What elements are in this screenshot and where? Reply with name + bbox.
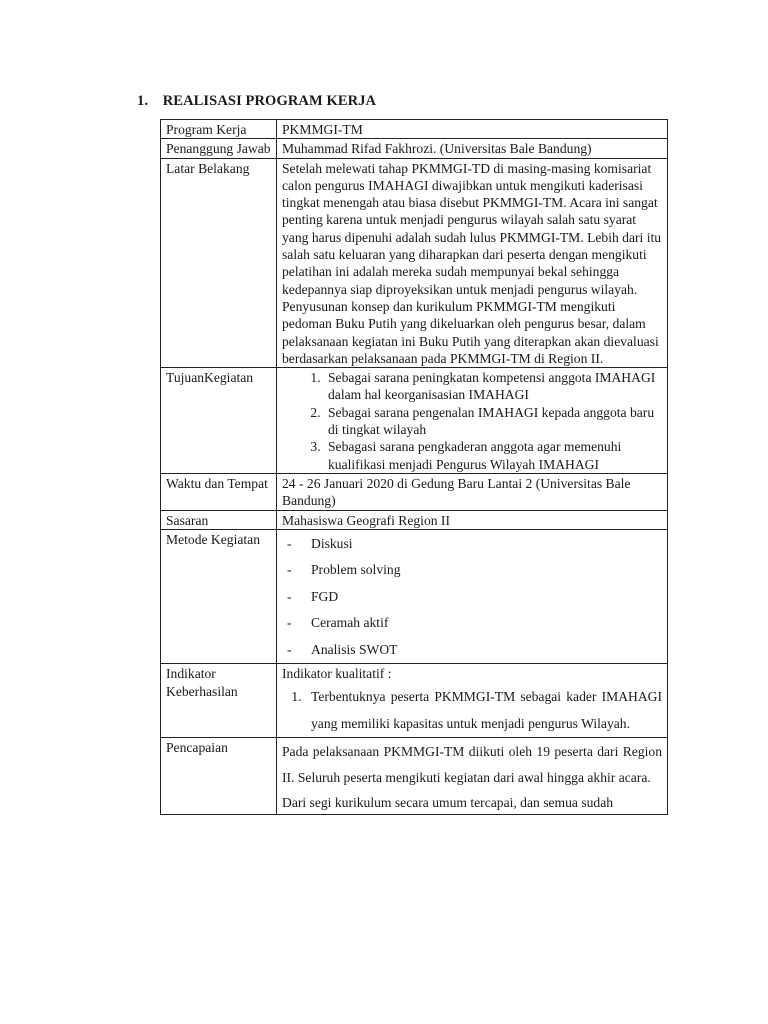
program-table [160, 119, 668, 815]
list-item-text: Problem solving [311, 562, 401, 578]
section-title: REALISASI PROGRAM KERJA [162, 93, 377, 109]
indikator-cell [277, 664, 668, 737]
list-item-text: Diskusi [311, 535, 353, 551]
list-item [287, 557, 662, 584]
row-label: Penanggung Jawab [161, 139, 277, 158]
tujuan-list-cell [277, 368, 668, 474]
dash-marker: - [287, 588, 292, 604]
metode-list [282, 531, 662, 664]
list-item-text: Analisis SWOT [311, 641, 398, 657]
list-item: 3. Sebagasi sarana pengkaderan anggota agar memenuhi kualifikasi menjadi Pengurus Wilayah IMAHAGI [324, 438, 662, 473]
list-item: 1. Terbentuknya peserta PKMMGI-TM sebagai kader IMAHAGI yang memiliki kapasitas untuk menjadi pengurus Wilayah. [305, 683, 662, 737]
table-row [161, 473, 668, 510]
dash-marker: - [287, 535, 292, 551]
metode-list-cell [277, 529, 668, 664]
pencapaian-paragraph: Dari segi kurikulum secara umum tercapai, dan semua sudah [282, 794, 614, 810]
row-label: Latar Belakang [161, 158, 277, 368]
row-value: PKMMGI-TM [277, 120, 668, 139]
table-row [161, 664, 668, 737]
indikator-list [282, 683, 662, 737]
list-item: 2. Sebagai sarana pengenalan IMAHAGI kepada anggota baru di tingkat wilayah [324, 404, 662, 439]
section-heading [137, 93, 376, 110]
dash-marker: - [287, 641, 292, 657]
pencapaian-paragraph: Pada pelaksanaan PKMMGI-TM diikuti oleh 19 peserta dari Region II. Seluruh peserta mengikuti kegiatan dari awal hingga akhir acara. [282, 743, 662, 786]
dash-marker: - [287, 562, 292, 578]
list-item-text: FGD [311, 588, 339, 604]
row-value: 24 - 26 Januari 2020 di Gedung Baru Lantai 2 (Universitas Bale Bandung) [277, 473, 668, 510]
row-label: Pencapaian [161, 737, 277, 814]
row-value: Mahasiswa Geografi Region II [277, 510, 668, 529]
list-item [287, 584, 662, 611]
table-row [161, 139, 668, 158]
table-row [161, 158, 668, 368]
pencapaian-cell [277, 737, 668, 814]
indikator-intro: Indikator kualitatif : [282, 666, 392, 682]
table-row [161, 120, 668, 139]
table-row [161, 368, 668, 474]
row-label: Indikator Keberhasilan [161, 664, 277, 737]
section-number: 1. [137, 93, 149, 109]
row-label: Sasaran [161, 510, 277, 529]
list-item [287, 531, 662, 558]
table-row [161, 529, 668, 664]
tujuan-list [282, 369, 662, 473]
list-item [287, 610, 662, 637]
list-item: 1. Sebagai sarana peningkatan kompetensi anggota IMAHAGI dalam hal keorganisasian IMAHAGI [324, 369, 662, 404]
table-row [161, 737, 668, 814]
list-item [287, 637, 662, 664]
latar-belakang-text: Setelah melewati tahap PKMMGI-TD di masing-masing komisariat calon pengurus IMAHAGI diwajibkan untuk mengikuti kaderisasi tingkat menengah atau biasa disebut PKMMGI-TM. Acara ini sangat penting karena untuk menjadi pengurus wilayah salah satu syarat yang harus dipenuhi adalah sudah lulus PKMMGI-TM. Lebih dari itu salah satu keluaran yang diharapkan dari peserta dengan mengikuti pelatihan ini adalah mereka sudah mempunyai bekal sehingga kedepannya siap diproyeksikan untuk menjadi pengurus wilayah. Penyusunan konsep dan kurikulum PKMMGI-TM mengikuti pedoman Buku Putih yang dikeluarkan oleh pengurus besar, dalam pelaksanaan kegiatan ini Buku Putih yang diterapkan akan dievaluasi berdasarkan pelaksanaan pada PKMMGI-TM di Region II. [277, 158, 668, 368]
row-label: Metode Kegiatan [161, 529, 277, 664]
dash-marker: - [287, 615, 292, 631]
table-row [161, 510, 668, 529]
row-label: Program Kerja [161, 120, 277, 139]
row-label: TujuanKegiatan [161, 368, 277, 474]
list-item-text: Ceramah aktif [311, 615, 389, 631]
row-value: Muhammad Rifad Fakhrozi. (Universitas Bale Bandung) [277, 139, 668, 158]
row-label: Waktu dan Tempat [161, 473, 277, 510]
